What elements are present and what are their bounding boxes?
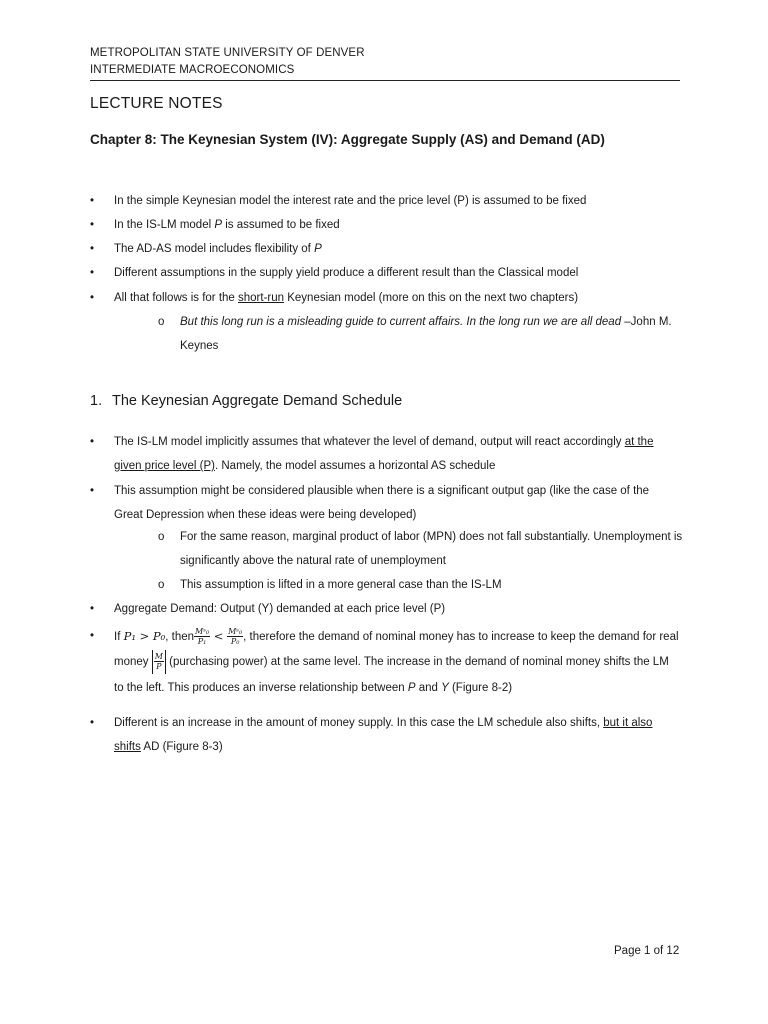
bullet-marker: • (90, 243, 95, 255)
header-university: METROPOLITAN STATE UNIVERSITY OF DENVER (90, 47, 365, 59)
lecture-title: LECTURE NOTES (90, 95, 223, 112)
section-title: The Keynesian Aggregate Demand Schedule (112, 393, 403, 409)
money-demand-line-2: money $\frac{M}{P}$ (purchasing power) at the same level. The increase in the demand of nominal money shifts the LM (114, 650, 679, 674)
sub-bullet-marker: o (158, 531, 165, 543)
page-number: Page 1 of 12 (614, 945, 680, 957)
price-condition: P₁ > P₀ (123, 629, 166, 643)
bullet-marker: • (90, 267, 95, 279)
quote-text: But this long run is a misleading guide to current affairs. In the long run we are all dead (180, 316, 622, 328)
sub-bullet-marker: o (158, 316, 165, 328)
bullet-marker: • (90, 195, 95, 207)
bullet-marker: • (90, 630, 95, 642)
document-page: METROPOLITAN STATE UNIVERSITY OF DENVER INTERMEDIATE MACROECONOMICS LECTURE NOTES Chapter 8: The Keynesian System (IV): Aggregate Supply (AS) and Demand (AD) • In the simple Keynesian model the interest rate and the price level (P) is assumed to be fixed • In the IS-LM model P is assumed to be fixed • The AD-AS model includes flexibility of P • Different assumptions in the supply yield produce a different result than the Classical model • All that follows is for the short-run Keynesian model (more on this on the next two chapters) o But this long run is a misleading guide to current affairs. In the long run we are all dead –John M. Keynes 1. The Keynesian Aggregate Demand Schedule • The IS-LM model implicitly assumes that whatever the level of demand, output will react accordingly at the given price level (P). Namely, the model assumes a horizontal AS schedule • This assumption might be considered plausible when there is a significant output gap (like the case of the Great Depression when these ideas were being developed) o For the same reason, marginal product of labor (MPN) does not fall substantially. Unemployment is significantly above the natural rate of unemployment o This assumption is lifted in a more general case than the IS-LM • Aggregate Demand: Output (Y) demanded at each price level (P) • If P₁ > P₀, then $\frac{\text{Mˢ₀}}{\text{P₁}}$ < $\frac{\text{Mˢ₀}}{\text{P₀}}$ , therefore the demand of nominal money has to increase to keep the demand for real money $\frac{M}{P}$ (purchasing power) at the same level. The increase in the demand of nominal money shifts the LM to the left. This produces an inverse relationship between P and Y (Figure 8-2) • Different is an increase in the amount of money supply. In this case the LM schedule also shifts, but it also shifts AD (Figure 8-3) Page 1 of 12 (90, 47, 683, 957)
money-demand-line-1: If P₁ > P₀, then $\frac{\text{Mˢ₀}}{\text{P₁}}$ < $\frac{\text{Mˢ₀}}{\text{P₀}}$ , therefore the demand of nominal money has to increase to keep the demand for real (114, 627, 679, 647)
short-run-emphasis: short-run (238, 292, 285, 304)
chapter-title: Chapter 8: The Keynesian System (IV): Aggregate Supply (AS) and Demand (AD) (90, 132, 605, 147)
quote-attribution: –John M. Keynes (180, 316, 672, 352)
real-money-bracket: $\frac{M}{P}$ (152, 650, 166, 674)
bullet-marker: • (90, 603, 95, 615)
header-course: INTERMEDIATE MACROECONOMICS (90, 64, 295, 76)
bullet-marker: • (90, 485, 95, 497)
fraction-m-over-p1: $\frac{\text{Mˢ₀}}{\text{P₁}}$ (195, 627, 210, 647)
section-number: 1. (90, 393, 103, 409)
page-header (90, 45, 680, 79)
bullet-marker: • (90, 292, 95, 304)
money-demand-line-3: to the left. This produces an inverse relationship between P and Y (Figure 8-2) (114, 682, 513, 694)
sub-bullet-marker: o (158, 579, 165, 591)
bullet-marker: • (90, 436, 95, 448)
bullet-marker: • (90, 717, 95, 729)
header-divider (90, 80, 680, 81)
fraction-m-over-p0: $\frac{\text{Mˢ₀}}{\text{P₀}}$ (228, 627, 243, 647)
bullet-marker: • (90, 219, 95, 231)
